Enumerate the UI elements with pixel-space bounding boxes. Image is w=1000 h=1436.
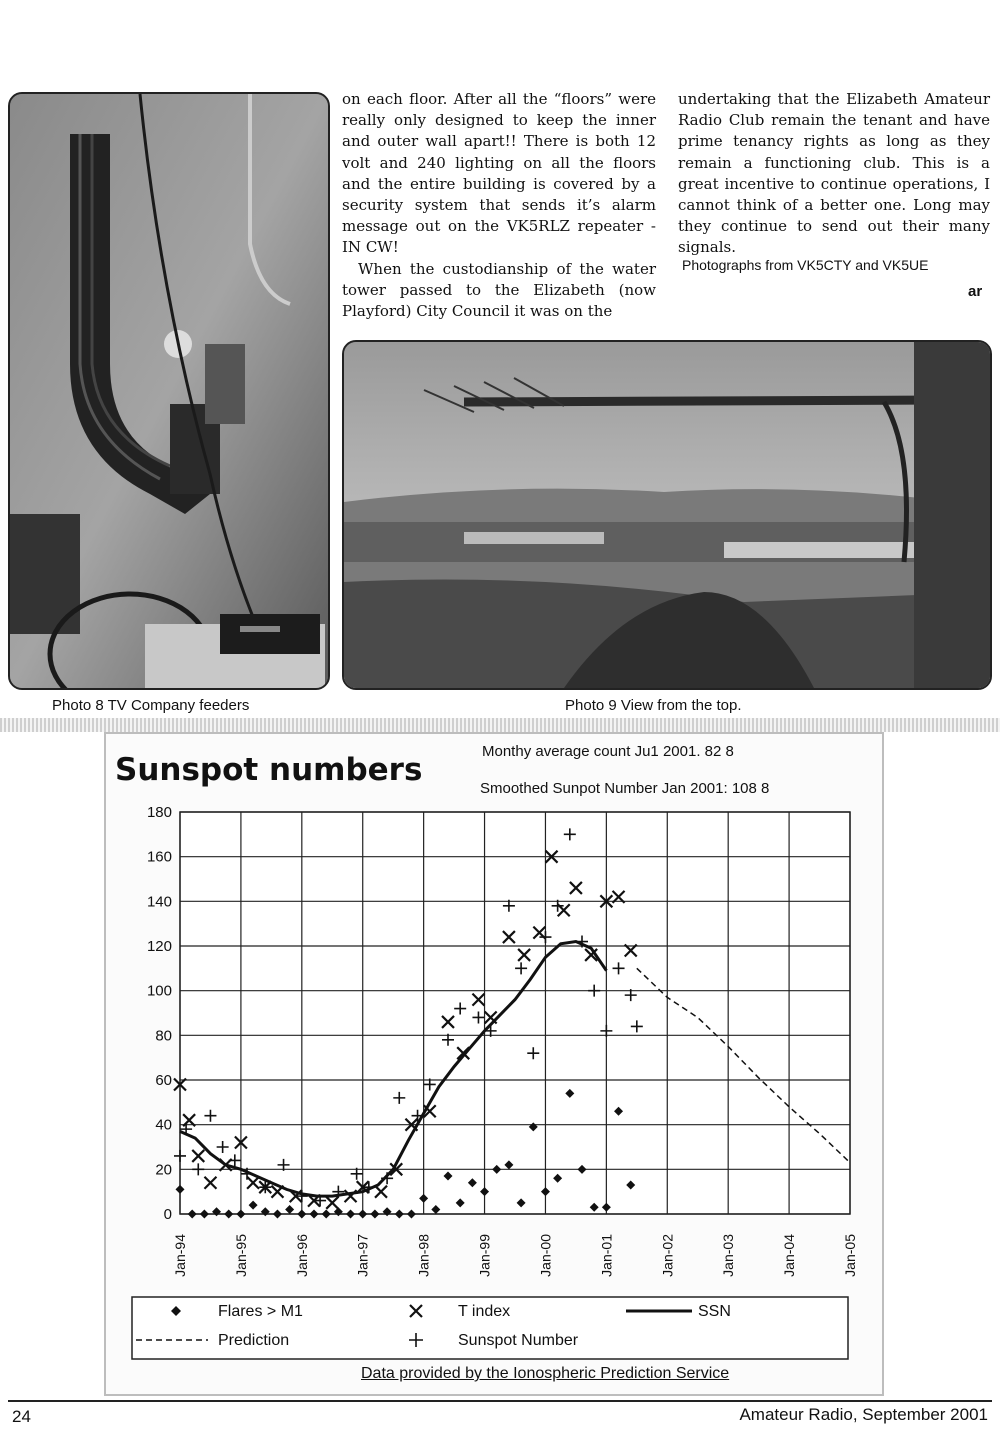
photo8-image	[10, 94, 328, 688]
x-tick-label: Jan-94	[172, 1234, 188, 1277]
y-tick-label: 0	[163, 1206, 172, 1223]
legend-label: T index	[458, 1303, 511, 1320]
photo9-caption: Photo 9 View from the top.	[565, 697, 742, 714]
plot-area	[180, 812, 850, 1214]
article-paragraph: on each floor. After all the “floors” were really only designed to keep the inner and outer wall apart!! There is both 12 volt and 240 lighting on all the floors and the entire building is covered by a security system that sends it’s alarm message out on the VK5RLZ repeater - IN CW!	[342, 90, 656, 257]
x-tick-label: Jan-96	[293, 1234, 310, 1277]
y-tick-label: 20	[155, 1161, 172, 1179]
y-tick-label: 60	[155, 1072, 172, 1089]
article-paragraph: undertaking that the Elizabeth Amateur Radio Club remain the tenant and have prime tenancy rights as long as they remain a functioning club. This is a great incentive to continue operations, I cannot think of a better one. Long may they continue to send out their many signals.	[678, 90, 990, 257]
legend-label: SSN	[698, 1303, 731, 1320]
photo8-caption: Photo 8 TV Company feeders	[52, 697, 250, 714]
photo-tv-company-feeders	[8, 92, 330, 690]
photo-credits: Photographs from VK5CTY and VK5UE	[682, 257, 929, 273]
chart-canvas	[106, 734, 882, 1394]
x-tick-label: Jan-00	[537, 1234, 554, 1277]
footer-rule	[8, 1400, 992, 1402]
chart-title: Sunspot numbers	[115, 752, 423, 788]
page-number: 24	[12, 1407, 31, 1426]
y-tick-label: 80	[155, 1027, 172, 1045]
x-tick-label: Jan-01	[598, 1234, 615, 1277]
publication-name: Amateur Radio, September 2001	[739, 1405, 988, 1424]
legend-label: Flares > M1	[218, 1303, 303, 1320]
x-tick-label: Jan-97	[354, 1234, 371, 1277]
x-tick-label: Jan-95	[232, 1234, 249, 1277]
article-end-mark: ar	[968, 283, 983, 300]
section-divider	[0, 718, 1000, 732]
x-tick-label: Jan-04	[781, 1234, 798, 1277]
article-column-2	[678, 89, 990, 259]
x-tick-label: Jan-03	[720, 1234, 737, 1277]
photo9-image	[344, 342, 990, 688]
y-tick-label: 160	[146, 848, 172, 866]
y-tick-label: 120	[146, 938, 172, 955]
chart-annotation-smoothed: Smoothed Sunpot Number Jan 2001: 108 8	[480, 780, 770, 797]
sunspot-chart	[104, 732, 884, 1396]
legend-label: Sunspot Number	[458, 1332, 579, 1349]
legend-label: Prediction	[218, 1332, 290, 1349]
x-tick-label: Jan-98	[415, 1234, 432, 1277]
y-tick-label: 140	[146, 893, 172, 911]
chart-annotation-monthly: Monthy average count Ju1 2001. 82 8	[482, 743, 734, 760]
x-tick-label: Jan-05	[842, 1234, 858, 1277]
article-paragraph: When the custodianship of the water tower passed to the Elizabeth (now Playford) City Council it was on the	[342, 259, 656, 321]
photo-view-from-top	[342, 340, 992, 690]
y-tick-label: 100	[146, 982, 172, 1000]
y-tick-label: 40	[155, 1116, 172, 1134]
article-column-1	[342, 89, 656, 322]
y-tick-label: 180	[146, 804, 172, 821]
x-tick-label: Jan-99	[476, 1234, 493, 1277]
chart-source: Data provided by the Ionospheric Prediction Service	[361, 1365, 730, 1382]
x-tick-label: Jan-02	[659, 1234, 676, 1277]
